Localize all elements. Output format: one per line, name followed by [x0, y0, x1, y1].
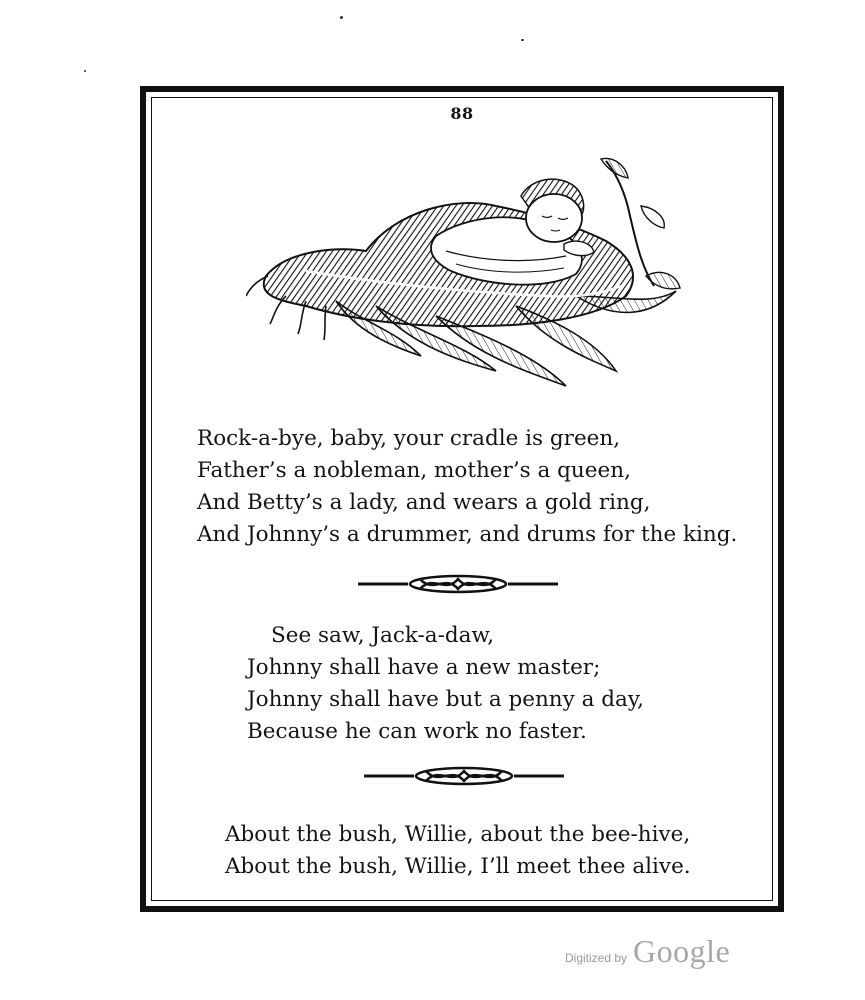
verse-line: About the bush, Willie, about the bee-hive, [225, 822, 691, 847]
paper-speck [521, 39, 524, 41]
page-number: 88 [450, 104, 474, 123]
ornament-divider [364, 764, 564, 788]
rhyme-see-saw [247, 620, 644, 748]
rhyme-about-the-bush [225, 819, 691, 883]
verse-line: See saw, Jack-a-daw, [271, 623, 495, 648]
verse-line: Johnny shall have a new master; [247, 655, 601, 680]
verse-line: Johnny shall have but a penny a day, [247, 687, 644, 712]
verse-line: Father’s a nobleman, mother’s a queen, [197, 458, 631, 483]
verse-line: About the bush, Willie, I’ll meet thee alive. [225, 854, 691, 879]
ornament-divider [358, 572, 558, 596]
cradle-illustration [246, 156, 686, 396]
verse-line: Rock-a-bye, baby, your cradle is green, [197, 426, 621, 451]
page-frame [140, 86, 784, 912]
verse-line: And Johnny’s a drummer, and drums for the king. [197, 522, 738, 547]
paper-speck [84, 70, 86, 72]
verse-line: Because he can work no faster. [247, 719, 587, 744]
digitized-watermark [565, 933, 730, 970]
google-logo: Google [633, 933, 731, 969]
rhyme-rock-a-bye [197, 423, 737, 551]
digitized-label: Digitized by [565, 951, 628, 965]
verse-line: And Betty’s a lady, and wears a gold ring, [197, 490, 651, 515]
paper-speck [340, 16, 343, 19]
